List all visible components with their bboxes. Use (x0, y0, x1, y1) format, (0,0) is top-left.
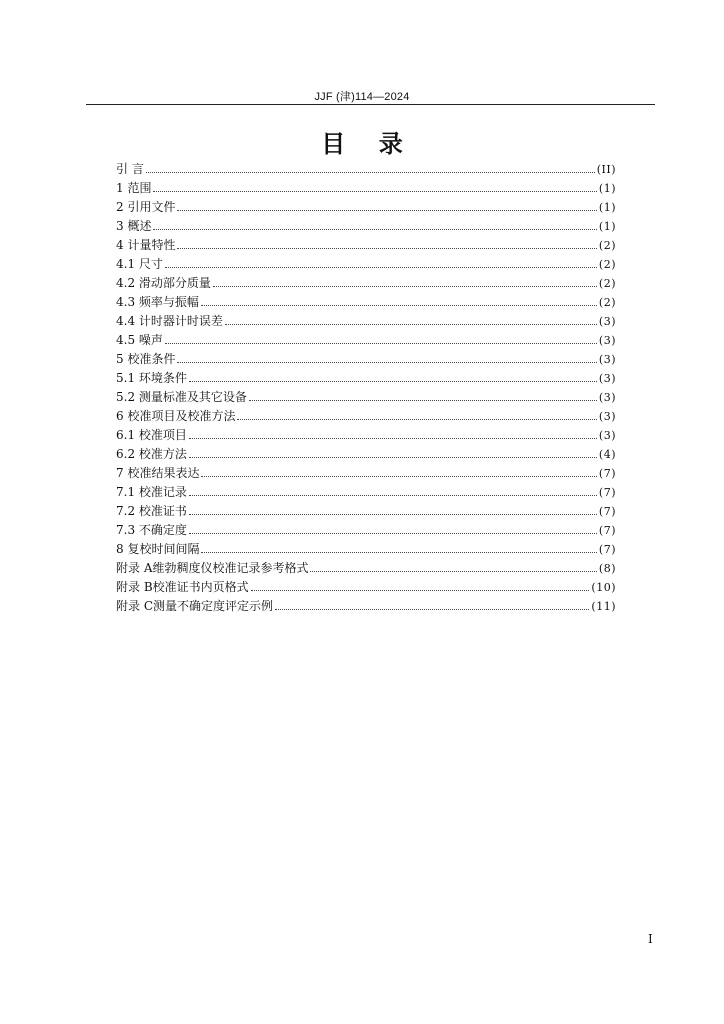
toc-entry-page: (3) (598, 334, 616, 347)
toc-entry[interactable] (116, 597, 616, 616)
toc-entry-label: 5 校准条件 (116, 352, 176, 366)
toc-entry-page: (2) (598, 239, 616, 252)
toc-dot-leader (201, 305, 597, 306)
toc-entry[interactable] (116, 331, 616, 350)
toc-entry-label: 5.1 环境条件 (116, 371, 187, 385)
toc-entry[interactable] (116, 160, 616, 179)
toc-entry[interactable] (116, 312, 616, 331)
toc-entry[interactable] (116, 483, 616, 502)
toc-entry-page: (11) (591, 600, 616, 613)
toc-entry-label: 2 引用文件 (116, 200, 176, 214)
toc-entry-label: 7 校准结果表达 (116, 466, 200, 480)
toc-dot-leader (225, 324, 597, 325)
toc-entry-label: 附录 A维勃稠度仪校准记录参考格式 (116, 561, 309, 575)
toc-entry-page: (10) (591, 581, 616, 594)
toc-dot-leader (189, 438, 597, 439)
toc-dot-leader (177, 210, 596, 211)
header-divider (86, 104, 655, 105)
toc-entry[interactable] (116, 464, 616, 483)
document-code-header: JJF (津)114—2024 (314, 91, 410, 103)
toc-dot-leader (189, 514, 597, 515)
toc-entry[interactable] (116, 407, 616, 426)
toc-dot-leader (146, 172, 595, 173)
toc-entry-label: 附录 C测量不确定度评定示例 (116, 599, 273, 613)
toc-entry[interactable] (116, 350, 616, 369)
toc-dot-leader (310, 571, 596, 572)
toc-entry-label: 4.5 噪声 (116, 333, 163, 347)
toc-entry-page: (1) (598, 201, 616, 214)
toc-entry[interactable] (116, 445, 616, 464)
toc-entry[interactable] (116, 521, 616, 540)
toc-title: 目 录 (321, 130, 403, 158)
toc-dot-leader (251, 590, 590, 591)
toc-entry-page: (3) (598, 353, 616, 366)
toc-dot-leader (177, 248, 596, 249)
toc-entry-page: (2) (598, 296, 616, 309)
toc-entry-label: 7.3 不确定度 (116, 523, 187, 537)
toc-dot-leader (165, 343, 597, 344)
toc-entry[interactable] (116, 293, 616, 312)
toc-list (116, 160, 616, 616)
toc-entry[interactable] (116, 540, 616, 559)
toc-entry-label: 6.1 校准项目 (116, 428, 187, 442)
toc-dot-leader (177, 362, 596, 363)
toc-entry[interactable] (116, 369, 616, 388)
toc-dot-leader (153, 229, 596, 230)
toc-entry-label: 附录 B校准证书内页格式 (116, 580, 249, 594)
toc-entry[interactable] (116, 559, 616, 578)
toc-entry-page: (7) (598, 524, 616, 537)
toc-entry-label: 6.2 校准方法 (116, 447, 187, 461)
toc-entry-label: 4.1 尺寸 (116, 257, 163, 271)
toc-dot-leader (213, 286, 597, 287)
toc-dot-leader (189, 533, 597, 534)
toc-entry-page: (3) (598, 429, 616, 442)
toc-dot-leader (165, 267, 597, 268)
toc-entry-label: 4.4 计时器计时误差 (116, 314, 223, 328)
toc-dot-leader (275, 609, 589, 610)
toc-entry-page: (3) (598, 315, 616, 328)
toc-entry-page: (2) (598, 277, 616, 290)
toc-entry-label: 1 范围 (116, 181, 152, 195)
toc-dot-leader (237, 419, 596, 420)
toc-entry[interactable] (116, 274, 616, 293)
toc-entry-page: (8) (598, 562, 616, 575)
toc-entry[interactable] (116, 388, 616, 407)
toc-entry-label: 4 计量特性 (116, 238, 176, 252)
toc-entry-page: (7) (598, 543, 616, 556)
toc-entry-label: 3 概述 (116, 219, 152, 233)
toc-entry-page: (7) (598, 467, 616, 480)
toc-entry-page: (1) (598, 220, 616, 233)
toc-entry-label: 6 校准项目及校准方法 (116, 409, 236, 423)
toc-entry-label: 8 复校时间间隔 (116, 542, 200, 556)
toc-dot-leader (201, 552, 596, 553)
toc-entry-page: (7) (598, 505, 616, 518)
toc-dot-leader (249, 400, 597, 401)
toc-entry-page: (7) (598, 486, 616, 499)
toc-entry[interactable] (116, 578, 616, 597)
toc-entry-label: 7.2 校准证书 (116, 504, 187, 518)
toc-entry-page: (3) (598, 372, 616, 385)
toc-entry[interactable] (116, 255, 616, 274)
toc-entry-label: 7.1 校准记录 (116, 485, 187, 499)
toc-entry-page: (1) (598, 182, 616, 195)
toc-entry-page: (2) (598, 258, 616, 271)
toc-dot-leader (189, 457, 597, 458)
page-number: I (648, 932, 653, 946)
toc-entry-label: 5.2 测量标准及其它设备 (116, 390, 247, 404)
toc-entry[interactable] (116, 198, 616, 217)
toc-entry[interactable] (116, 217, 616, 236)
toc-entry[interactable] (116, 236, 616, 255)
toc-entry[interactable] (116, 426, 616, 445)
toc-entry[interactable] (116, 502, 616, 521)
toc-entry[interactable] (116, 179, 616, 198)
toc-dot-leader (153, 191, 596, 192)
toc-entry-label: 4.3 频率与振幅 (116, 295, 199, 309)
toc-dot-leader (201, 476, 596, 477)
toc-entry-label: 4.2 滑动部分质量 (116, 276, 211, 290)
toc-entry-label: 引 言 (116, 162, 144, 176)
toc-entry-page: (3) (598, 410, 616, 423)
toc-entry-page: (3) (598, 391, 616, 404)
toc-dot-leader (189, 381, 597, 382)
toc-dot-leader (189, 495, 597, 496)
toc-entry-page: (4) (598, 448, 616, 461)
toc-entry-page: (II) (596, 163, 616, 176)
